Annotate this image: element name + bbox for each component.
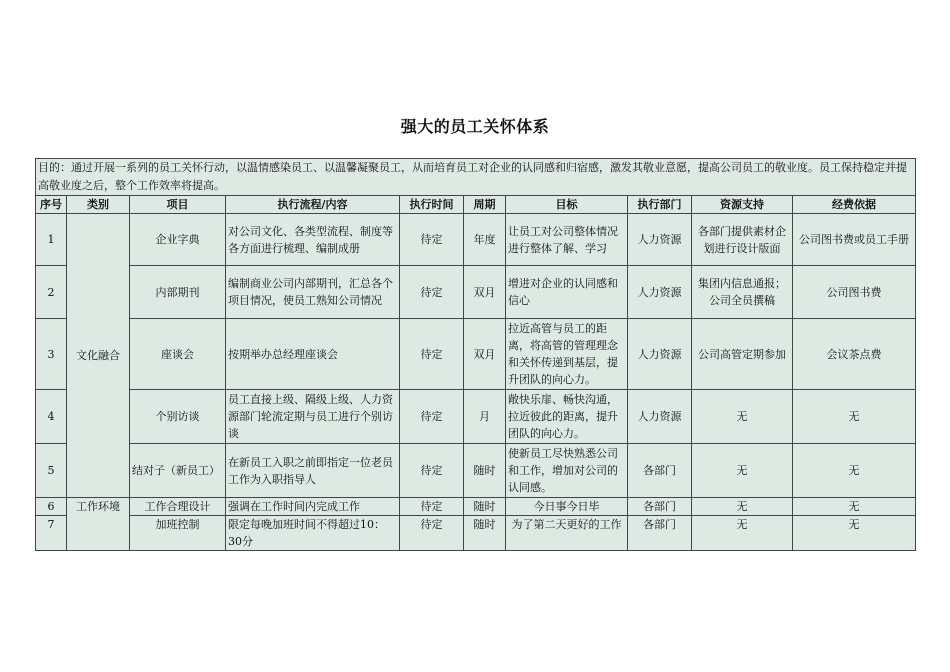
row-time: 待定 (400, 319, 464, 390)
row-process: 编制商业公司内部期刊，汇总各个项目情况，使员工熟知公司情况 (226, 266, 400, 319)
row-item: 座谈会 (130, 319, 226, 390)
row-budget: 会议茶点费 (793, 319, 916, 390)
category-cell: 文化融合 (67, 214, 130, 498)
row-dept: 人力资源 (628, 266, 692, 319)
row-cycle: 随时 (464, 498, 506, 516)
row-goal: 使新员工尽快熟悉公司和工作，增加对公司的认同感。 (506, 444, 628, 498)
row-support: 集团内信息通报；公司全员撰稿 (692, 266, 793, 319)
row-no: 5 (36, 444, 67, 498)
purpose-text: 目的：通过开展一系列的员工关怀行动，以温情感染员工、以温馨凝聚员工，从而培育员工对企业的认同感和归宿感，激发其敬业意愿，提高公司员工的敬业度。员工保持稳定并提高敬业度之后，整个工作效率将提高。 (36, 159, 916, 196)
row-budget: 无 (793, 390, 916, 444)
row-budget: 公司图书费或员工手册 (793, 214, 916, 266)
row-goal: 增进对企业的认同感和信心 (506, 266, 628, 319)
page-title: 强大的员工关怀体系 (400, 117, 550, 136)
row-support: 各部门提供素材企划进行设计版面 (692, 214, 793, 266)
row-no: 1 (36, 214, 67, 266)
row-time: 待定 (400, 444, 464, 498)
row-dept: 人力资源 (628, 214, 692, 266)
purpose-row (36, 159, 916, 196)
row-time: 待定 (400, 516, 464, 551)
row-cycle: 双月 (464, 319, 506, 390)
row-process: 按期举办总经理座谈会 (226, 319, 400, 390)
row-cycle: 随时 (464, 444, 506, 498)
row-no: 7 (36, 516, 67, 551)
header-time: 执行时间 (400, 196, 464, 214)
row-item: 工作合理设计 (130, 498, 226, 516)
row-dept: 各部门 (628, 498, 692, 516)
row-goal: 为了第二天更好的工作 (506, 516, 628, 551)
row-process: 在新员工入职之前即指定一位老员工作为入职指导人 (226, 444, 400, 498)
row-support: 公司高管定期参加 (692, 319, 793, 390)
row-budget: 公司图书费 (793, 266, 916, 319)
row-no: 4 (36, 390, 67, 444)
row-cycle: 双月 (464, 266, 506, 319)
header-dept: 执行部门 (628, 196, 692, 214)
row-item: 加班控制 (130, 516, 226, 551)
header-process: 执行流程/内容 (226, 196, 400, 214)
table-row (36, 319, 916, 390)
row-dept: 各部门 (628, 444, 692, 498)
row-goal: 拉近高管与员工的距离，将高管的管理理念和关怀传递到基层，提升团队的向心力。 (506, 319, 628, 390)
row-dept: 人力资源 (628, 390, 692, 444)
row-budget: 无 (793, 498, 916, 516)
header-category: 类别 (67, 196, 130, 214)
row-item: 企业字典 (130, 214, 226, 266)
row-cycle: 月 (464, 390, 506, 444)
header-support: 资源支持 (692, 196, 793, 214)
row-cycle: 年度 (464, 214, 506, 266)
row-no: 3 (36, 319, 67, 390)
header-no: 序号 (36, 196, 67, 214)
row-cycle: 随时 (464, 516, 506, 551)
row-budget: 无 (793, 444, 916, 498)
row-time: 待定 (400, 390, 464, 444)
table-row (36, 498, 916, 516)
row-dept: 人力资源 (628, 319, 692, 390)
row-goal: 让员工对公司整体情况进行整体了解、学习 (506, 214, 628, 266)
header-cycle: 周期 (464, 196, 506, 214)
category-cell: 工作环境 (67, 498, 130, 551)
header-row (36, 196, 916, 214)
row-dept: 各部门 (628, 516, 692, 551)
row-process: 员工直接上级、隔级上级、人力资源部门轮流定期与员工进行个别访谈 (226, 390, 400, 444)
row-goal: 今日事今日毕 (506, 498, 628, 516)
table-row (36, 390, 916, 444)
row-time: 待定 (400, 498, 464, 516)
row-process: 对公司文化、各类型流程、制度等各方面进行梳理、编制成册 (226, 214, 400, 266)
row-item: 个别访谈 (130, 390, 226, 444)
row-item: 内部期刊 (130, 266, 226, 319)
table-row (36, 444, 916, 498)
row-support: 无 (692, 516, 793, 551)
row-support: 无 (692, 444, 793, 498)
row-item: 结对子（新员工） (130, 444, 226, 498)
header-budget: 经费依据 (793, 196, 916, 214)
row-time: 待定 (400, 214, 464, 266)
employee-care-table (35, 158, 916, 551)
row-goal: 敞快乐扉、畅快沟通，拉近彼此的距离，提升团队的向心力。 (506, 390, 628, 444)
header-goal: 目标 (506, 196, 628, 214)
table-row (36, 266, 916, 319)
table-row (36, 516, 916, 551)
table-row (36, 214, 916, 266)
row-no: 6 (36, 498, 67, 516)
header-item: 项目 (130, 196, 226, 214)
row-support: 无 (692, 498, 793, 516)
row-budget: 无 (793, 516, 916, 551)
row-time: 待定 (400, 266, 464, 319)
row-process: 强调在工作时间内完成工作 (226, 498, 400, 516)
row-no: 2 (36, 266, 67, 319)
row-support: 无 (692, 390, 793, 444)
row-process: 限定每晚加班时间不得超过10：30分 (226, 516, 400, 551)
